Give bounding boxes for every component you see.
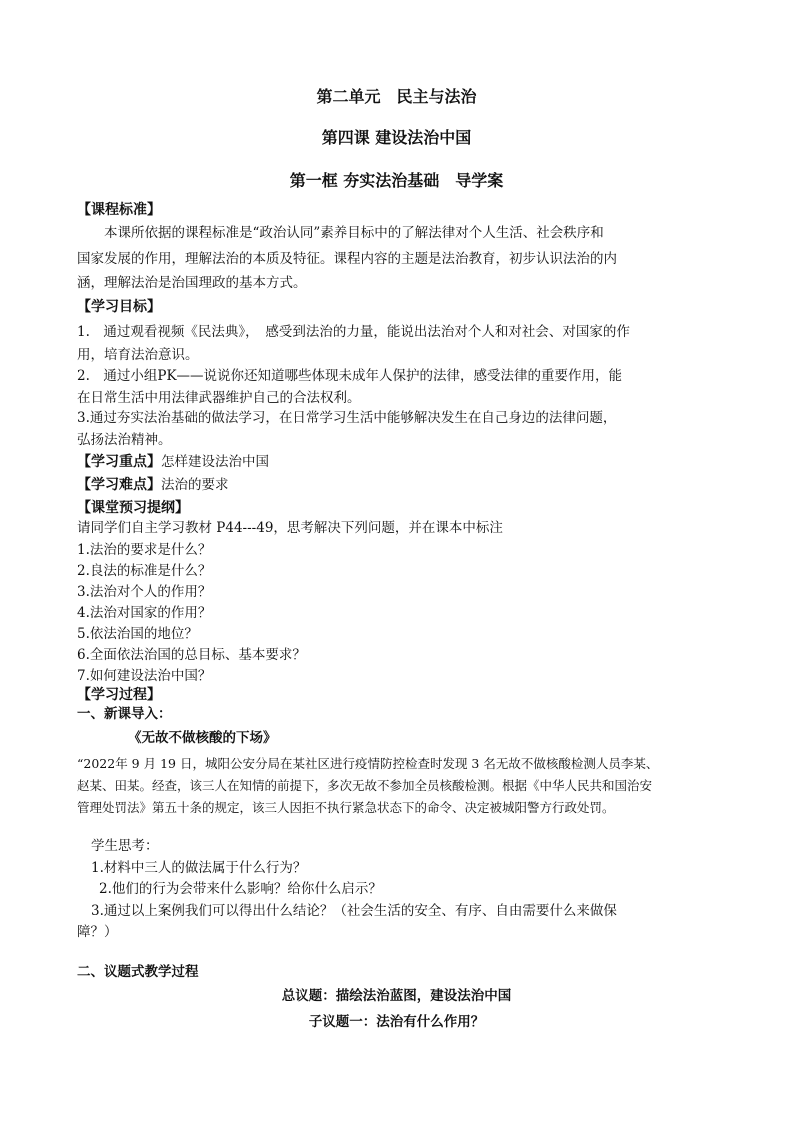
case-text-line: 赵某、田某。经查，该三人在知情的前提下，多次无故不参加全员核酸检测。根据《中华人民共和国治安 (77, 778, 653, 793)
course-standard-line: 涵，理解法治是治国理政的基本方式。 (77, 275, 307, 291)
key-point-row (77, 452, 269, 473)
objectives-heading: 【学习目标】 (77, 299, 161, 315)
objective-line: 1. 通过观看视频《民法典》， 感受到法治的力量，能说出法治对个人和对社会、对国家的作 (77, 324, 630, 340)
preview-intro: 请同学们自主学习教材 P44---49，思考解决下列问题，并在课本中标注 (77, 520, 503, 536)
think-question: 3.通过以上案例我们可以得出什么结论？（社会生活的安全、有序、自由需要什么来做保 (91, 903, 617, 919)
difficulty-heading: 【学习难点】 (77, 477, 161, 493)
think-question: 2.他们的行为会带来什么影响？给你什么启示？ (99, 881, 382, 897)
preview-question: 3.法治对个人的作用？ (77, 584, 212, 600)
part-one-heading: 一、新课导入： (77, 706, 172, 722)
course-standard-heading: 【课程标准】 (77, 202, 161, 218)
objective-line: 3.通过夯实法治基础的做法学习，在日常学习生活中能够解决发生在自己身边的法律问题， (77, 410, 617, 426)
key-point-heading: 【学习重点】 (77, 454, 161, 470)
objective-line: 弘扬法治精神。 (77, 432, 172, 448)
preview-question: 6.全面依法治国的总目标、基本要求？ (77, 647, 306, 663)
process-heading: 【学习过程】 (77, 687, 161, 703)
case-text-line: 管理处罚法》第五十条的规定，该三人因拒不执行紧急状态下的命令、决定被城阳警方行政处罚。 (77, 800, 615, 815)
part-two-heading: 二、议题式教学过程 (77, 964, 199, 980)
main-topic: 总议题：描绘法治蓝图，建设法治中国 (281, 988, 512, 1004)
think-question: 1.材料中三人的做法属于什么行为？ (91, 860, 307, 876)
unit-title: 第二单元 民主与法治 (316, 87, 477, 106)
key-point-text: 怎样建设法治中国 (161, 454, 269, 470)
preview-question: 7.如何建设法治中国？ (77, 668, 212, 684)
preview-question: 5.依法治国的地位？ (77, 626, 198, 642)
sub-topic: 子议题一：法治有什么作用？ (308, 1014, 485, 1030)
preview-question: 1.法治的要求是什么？ (77, 542, 212, 558)
think-question: 障？） (77, 924, 118, 940)
preview-question: 4.法治对国家的作用？ (77, 605, 212, 621)
case-text-line: “2022年 9 月 19 日，城阳公安分局在某社区进行疫情防控检查时发现 3 名无故不做核酸检测人员李某、 (77, 756, 659, 771)
objective-line: 用，培育法治意识。 (77, 347, 199, 363)
difficulty-text: 法治的要求 (161, 477, 229, 493)
objective-line: 在日常生活中用法律武器维护自己的合法权利。 (77, 390, 361, 406)
think-label: 学生思考： (91, 838, 159, 854)
preview-question: 2.良法的标准是什么？ (77, 563, 212, 579)
preview-heading: 【课堂预习提纲】 (77, 500, 189, 516)
objective-line: 2. 通过小组PK——说说你还知道哪些体现未成年人保护的法律，感受法律的重要作用，能 (77, 368, 623, 384)
section-title: 第一框 夯实法治基础 导学案 (289, 171, 504, 190)
case-title: 《无故不做核酸的下场》 (128, 730, 277, 746)
difficulty-row (77, 475, 229, 496)
lesson-title: 第四课 建设法治中国 (321, 128, 472, 147)
course-standard-line: 国家发展的作用，理解法治的本质及特征。课程内容的主题是法治教育，初步认识法治的内 (77, 251, 617, 267)
course-standard-line: 本课所依据的课程标准是“政治认同”素养目标中的了解法律对个人生活、社会秩序和 (77, 225, 604, 241)
